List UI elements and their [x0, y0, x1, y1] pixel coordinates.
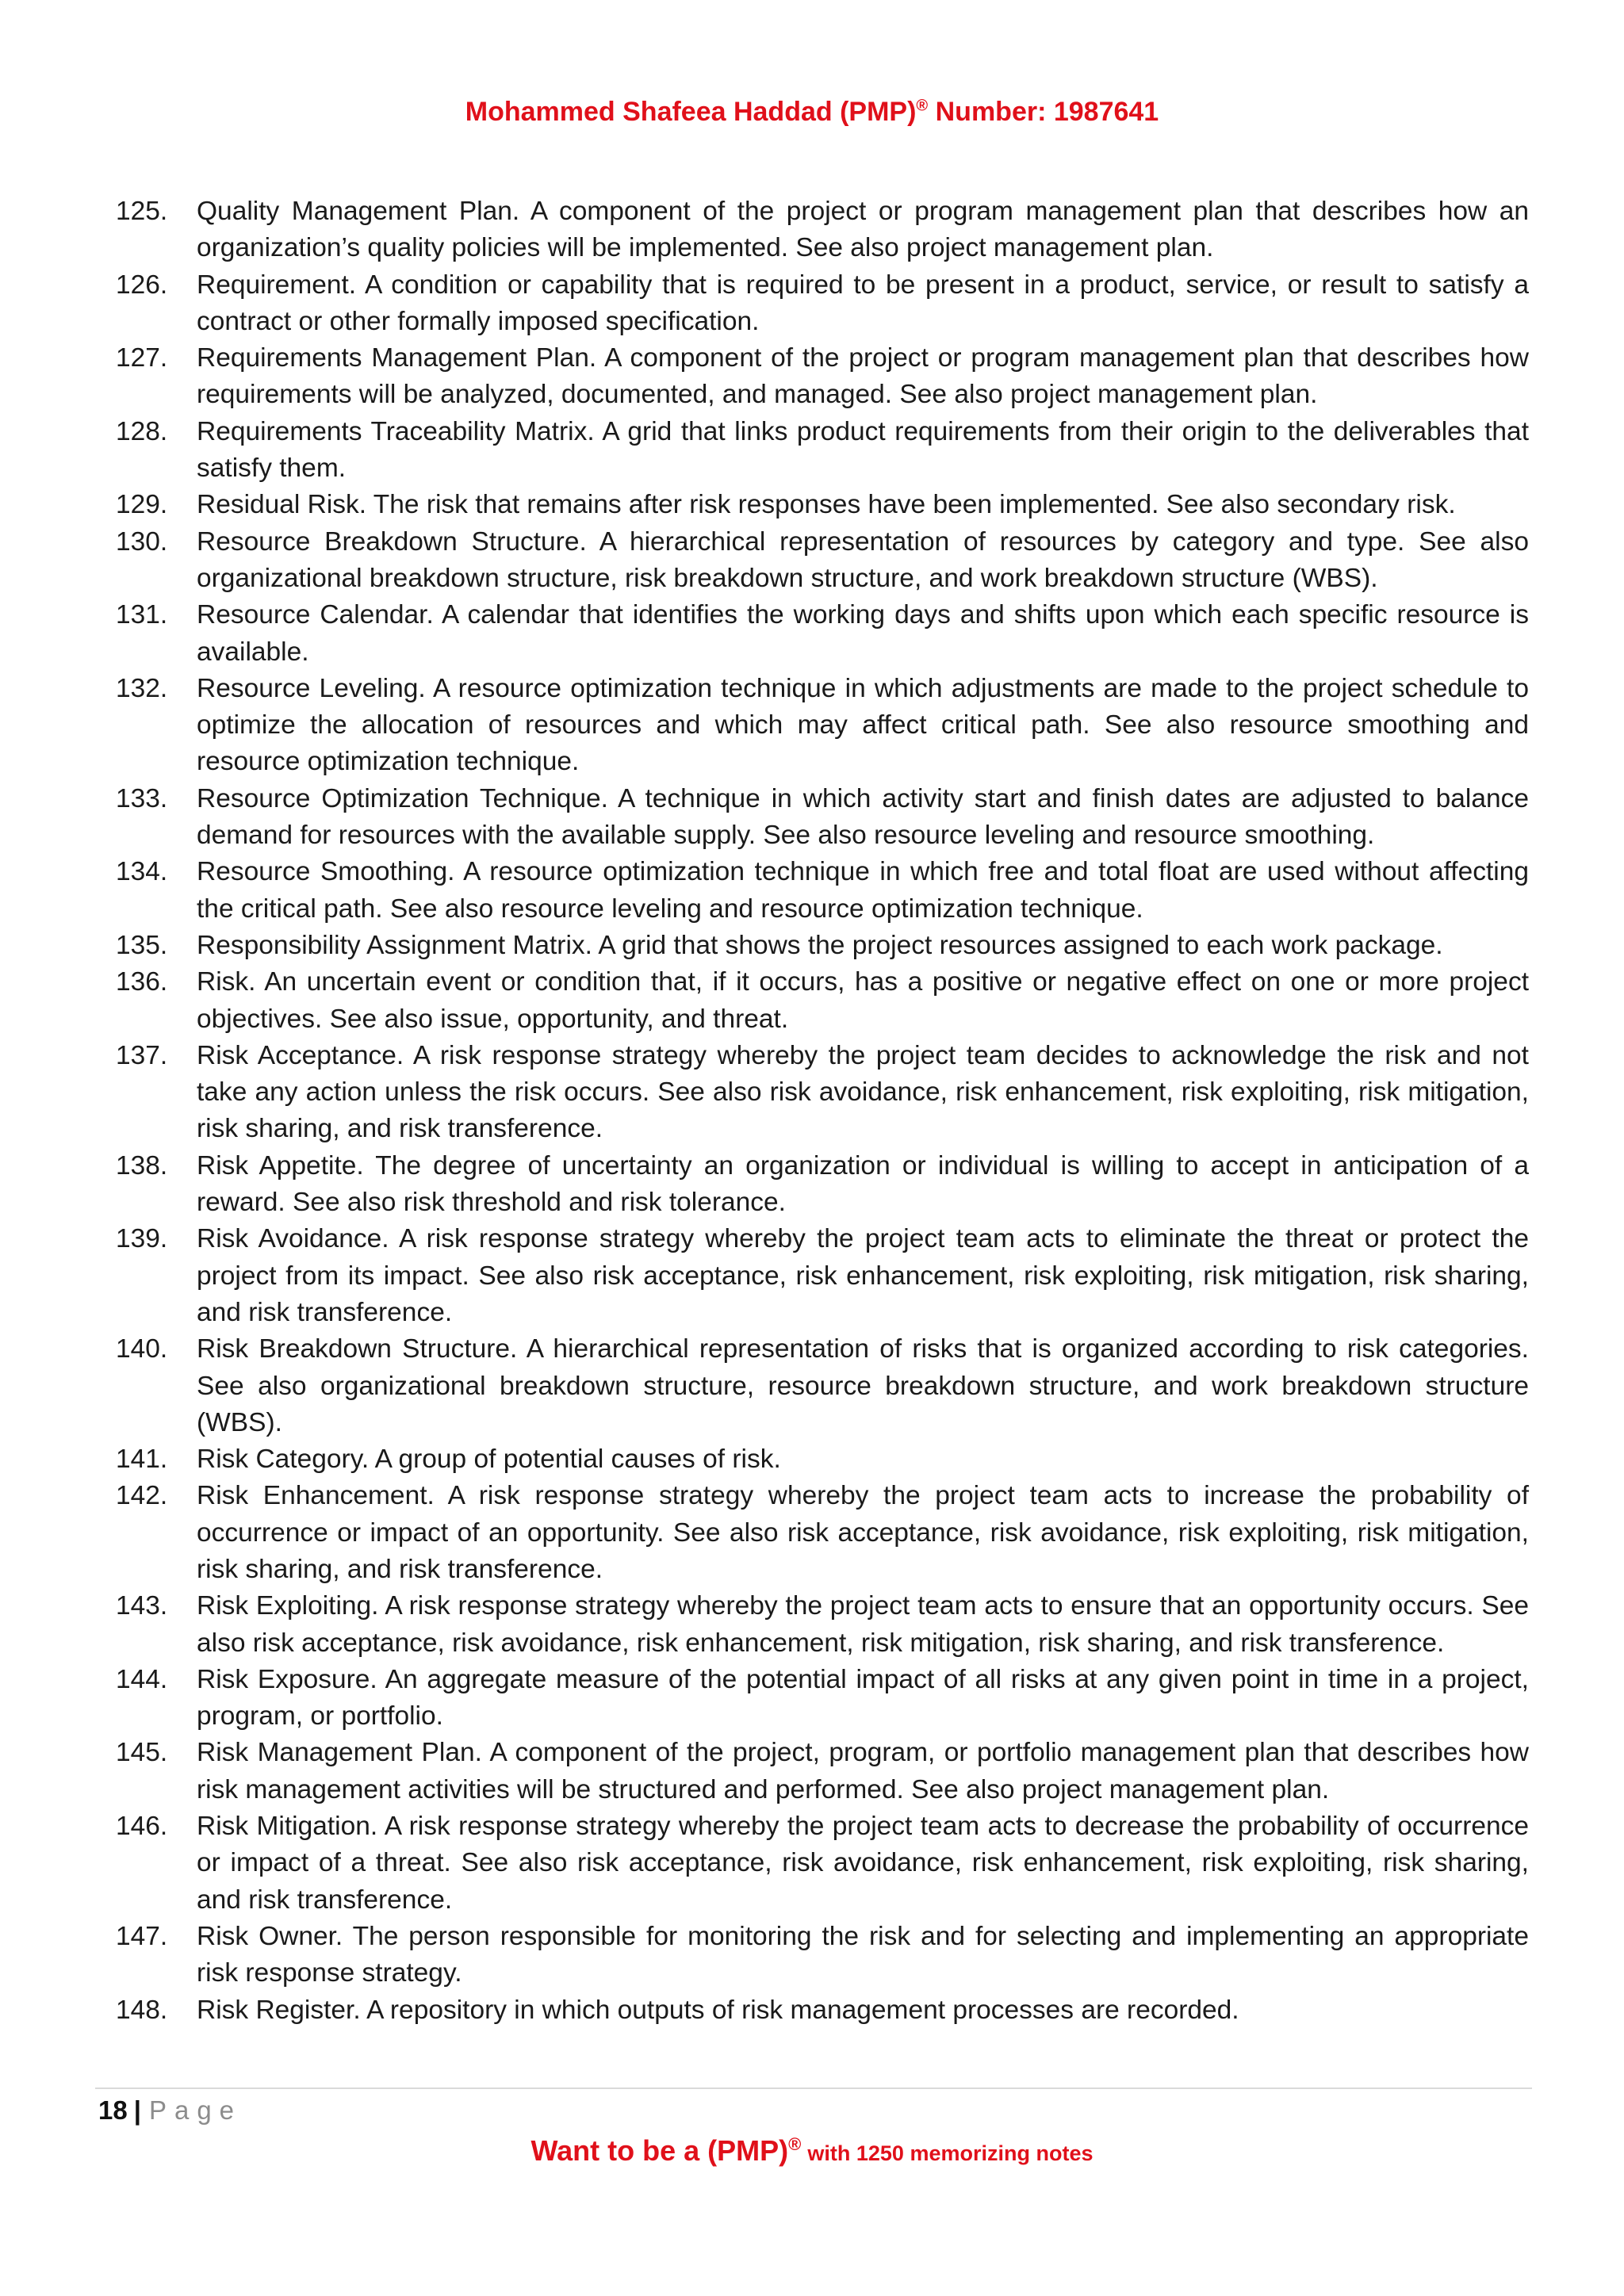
entry-number: 145.: [116, 1738, 168, 1768]
entry-number: 135.: [116, 930, 168, 960]
entry-number: 129.: [116, 490, 168, 520]
entry-number: 146.: [116, 1812, 168, 1842]
glossary-entry: [116, 1588, 1529, 1662]
entry-text: Resource Smoothing. A resource optimization technique in which free and total float are used without affecting the critical path. See also resource leveling and resource optimization technique.: [197, 857, 1529, 924]
page-number-separator: |: [133, 2095, 141, 2125]
entry-text: Risk Mitigation. A risk response strategy whereby the project team acts to decrease the probability of occurrence or impact of a threat. See also risk acceptance, risk avoidance, risk enhancement, risk exploiting, risk sharing, and risk transference.: [197, 1812, 1529, 1915]
glossary-entry: [116, 1038, 1529, 1148]
entry-text: Risk Exposure. An aggregate measure of the potential impact of all risks at any given point in time in a project, program, or portfolio.: [197, 1664, 1529, 1732]
entry-number: 131.: [116, 600, 168, 630]
page-number-value: 18: [98, 2095, 128, 2125]
entry-number: 127.: [116, 343, 168, 373]
entry-text: Risk Category. A group of potential causes of risk.: [197, 1445, 781, 1475]
glossary-entry: [116, 1662, 1529, 1735]
entry-text: Responsibility Assignment Matrix. A grid that shows the project resources assigned to each work package.: [197, 930, 1443, 960]
entry-number: 140.: [116, 1334, 168, 1364]
entry-number: 138.: [116, 1150, 168, 1181]
entry-text: Risk Appetite. The degree of uncertainty an organization or individual is willing to accept in anticipation of a reward. See also risk threshold and risk tolerance.: [197, 1150, 1529, 1218]
entry-number: 132.: [116, 673, 168, 703]
glossary-entry: [116, 487, 1529, 523]
entry-text: Risk Management Plan. A component of the project, program, or portfolio management plan that describes how risk management activities will be structured and performed. See also project management plan.: [197, 1738, 1529, 1804]
entry-text: Risk Owner. The person responsible for monitoring the risk and for selecting and implementing an appropriate risk response strategy.: [197, 1921, 1529, 1988]
glossary-entry: [116, 1478, 1529, 1588]
header-title: Mohammed Shafeea Haddad (PMP): [465, 97, 917, 127]
glossary-entry: [116, 524, 1529, 598]
entry-text: Risk Exploiting. A risk response strategy whereby the project team acts to ensure that an opportunity occurs. See also risk acceptance, risk avoidance, risk enhancement, risk mitigation, risk sharing, and risk transference.: [197, 1591, 1529, 1658]
entry-text: Quality Management Plan. A component of the project or program management plan that describes how an organization’s quality policies will be implemented. See also project management plan.: [197, 197, 1529, 263]
glossary-entry: [116, 1735, 1529, 1808]
glossary-entry: [116, 414, 1529, 488]
entry-text: Requirements Management Plan. A component of the project or program management plan that describes how requirements will be analyzed, documented, and managed. See also project management plan.: [197, 343, 1529, 410]
entry-number: 144.: [116, 1664, 168, 1694]
entry-number: 136.: [116, 967, 168, 997]
entry-number: 128.: [116, 416, 168, 446]
glossary-list: [116, 193, 1529, 2029]
page-footer: [0, 2134, 1624, 2168]
glossary-entry: [116, 1331, 1529, 1441]
entry-number: 133.: [116, 783, 168, 813]
entry-text: Resource Leveling. A resource optimization technique in which adjustments are made to the project schedule to optimize the allocation of resources and which may affect critical path. See also resource smoothing and resource optimization technique.: [197, 673, 1529, 777]
glossary-entry: [116, 781, 1529, 855]
entry-number: 147.: [116, 1921, 168, 1951]
entry-number: 148.: [116, 1995, 168, 2025]
glossary-entry: [116, 1221, 1529, 1331]
glossary-entry: [116, 671, 1529, 781]
entry-number: 143.: [116, 1591, 168, 1621]
entry-text: Requirements Traceability Matrix. A grid that links product requirements from their origin to the deliverables that satisfy them.: [197, 416, 1529, 484]
glossary-entry: [116, 597, 1529, 671]
footer-registered-mark: ®: [788, 2134, 802, 2154]
glossary-entry: [116, 267, 1529, 341]
glossary-entry: [116, 1148, 1529, 1222]
entry-text: Residual Risk. The risk that remains after risk responses have been implemented. See also secondary risk.: [197, 490, 1456, 520]
entry-text: Resource Optimization Technique. A technique in which activity start and finish dates are adjusted to balance demand for resources with the available supply. See also resource leveling and resource smoothing.: [197, 783, 1529, 851]
entry-text: Risk. An uncertain event or condition that, if it occurs, has a positive or negative effect on one or more project objectives. See also issue, opportunity, and threat.: [197, 967, 1529, 1034]
glossary-entry: [116, 854, 1529, 928]
glossary-entry: [116, 1992, 1529, 2029]
entry-text: Risk Breakdown Structure. A hierarchical representation of risks that is organized according to risk categories. See also organizational breakdown structure, resource breakdown structure, and work breakdown structure (WBS).: [197, 1334, 1529, 1437]
glossary-entry: [116, 1441, 1529, 1478]
entry-text: Risk Acceptance. A risk response strategy whereby the project team decides to acknowledge the risk and not take any action unless the risk occurs. See also risk avoidance, risk enhancement, risk exploiting, risk mitigation, risk sharing, and risk transference.: [197, 1040, 1529, 1144]
entry-number: 137.: [116, 1040, 168, 1070]
glossary-entry: [116, 1808, 1529, 1919]
entry-text: Risk Register. A repository in which outputs of risk management processes are recorded.: [197, 1995, 1239, 2025]
entry-text: Resource Breakdown Structure. A hierarchical representation of resources by category and type. See also organizational breakdown structure, risk breakdown structure, and work breakdown structure (WBS).: [197, 526, 1529, 593]
entry-text: Risk Avoidance. A risk response strategy whereby the project team acts to eliminate the threat or protect the project from its impact. See also risk acceptance, risk enhancement, risk exploiting, risk mitigation, risk sharing, and risk transference.: [197, 1224, 1529, 1327]
footer-text: Want to be a (PMP): [530, 2134, 789, 2167]
page-header: [0, 97, 1624, 128]
entry-number: 130.: [116, 526, 168, 557]
glossary-entry: [116, 964, 1529, 1038]
page-number: [98, 2095, 242, 2126]
entry-number: 141.: [116, 1445, 168, 1475]
glossary-entry: [116, 340, 1529, 414]
registered-mark: ®: [916, 97, 929, 115]
glossary-entry: [116, 193, 1529, 267]
entry-number: 139.: [116, 1224, 168, 1254]
entry-number: 134.: [116, 857, 168, 887]
entry-number: 142.: [116, 1481, 168, 1511]
footer-divider: [95, 2087, 1532, 2089]
entry-text: Risk Enhancement. A risk response strategy whereby the project team acts to increase the probability of occurrence or impact of an opportunity. See also risk acceptance, risk avoidance, risk exploiting, risk mitigation, risk sharing, and risk transference.: [197, 1481, 1529, 1584]
entry-number: 126.: [116, 270, 168, 300]
glossary-entry: [116, 1919, 1529, 1992]
entry-text: Requirement. A condition or capability that is required to be present in a product, service, or result to satisfy a contract or other formally imposed specification.: [197, 270, 1529, 336]
page-label: Page: [148, 2095, 243, 2125]
footer-subtext: with 1250 memorizing notes: [807, 2141, 1094, 2165]
header-number: Number: 1987641: [928, 97, 1159, 127]
glossary-entry: [116, 928, 1529, 964]
entry-text: Resource Calendar. A calendar that identifies the working days and shifts upon which each specific resource is available.: [197, 600, 1529, 667]
entry-number: 125.: [116, 197, 168, 226]
